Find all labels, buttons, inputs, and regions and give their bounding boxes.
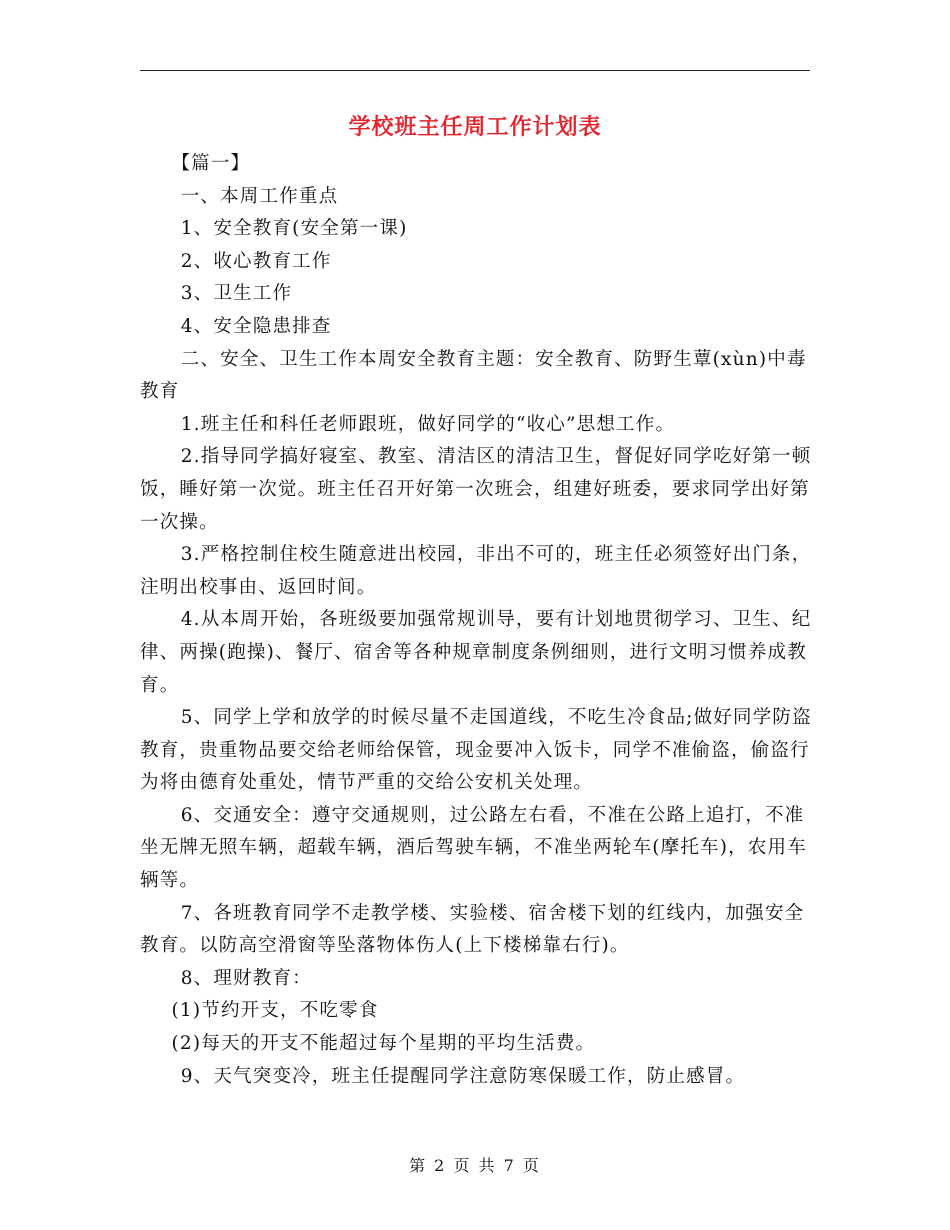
document-title: 学校班主任周工作计划表 — [348, 114, 602, 140]
paragraph: 1.班主任和科任老师跟班，做好同学的“收心”思想工作。 — [180, 413, 676, 435]
heading-key-work: 一、本周工作重点 — [180, 185, 339, 207]
paragraph: 6、交通安全：遵守交通规则，过公路左右看，不准在公路上追打，不准坐无牌无照车辆，超载车辆，酒后驾驶车辆，不准坐两轮车(摩托车)，农用车辆等。 — [140, 804, 807, 892]
paragraph: 9、天气突变冷，班主任提醒同学注意防寒保暖工作，防止感冒。 — [180, 1065, 746, 1087]
page-number-footer: 第 2 页 共 7 页 — [409, 1156, 541, 1175]
list-item: 3、卫生工作 — [180, 283, 293, 305]
list-item: (1)节约开支，不吃零食 — [171, 1000, 379, 1022]
paragraph: 7、各班教育同学不走教学楼、实验楼、宿舍楼下划的红线内，加强安全教育。以防高空滑窗等坠落物体伤人(上下楼梯靠右行)。 — [140, 902, 805, 957]
list-item: 4、安全隐患排查 — [180, 315, 332, 337]
section-heading: 【篇一】 — [171, 153, 251, 174]
paragraph: 8、理财教育： — [180, 967, 312, 989]
list-item: 2、收心教育工作 — [180, 250, 332, 272]
list-item: 1、安全教育(安全第一课) — [180, 218, 408, 240]
paragraph: 3.严格控制住校生随意进出校园，非出不可的，班主任必须签好出门条，注明出校事由、返回时间。 — [140, 544, 812, 598]
list-item: (2)每天的开支不能超过每个星期的平均生活费。 — [171, 1033, 596, 1055]
paragraph: 4.从本周开始，各班级要加强常规训导，要有计划地贯彻学习、卫生、纪律、两操(跑操)、餐厅、宿舍等各种规章制度条例细则，进行文明习惯养成教育。 — [140, 609, 812, 696]
paragraph: 2.指导同学搞好寝室、教室、清洁区的清洁卫生，督促好同学吃好第一顿饭，睡好第一次觉。班主任召开好第一次班会，组建好班委，要求同学出好第一次操。 — [140, 446, 812, 533]
document-body — [140, 148, 820, 1093]
paragraph: 5、同学上学和放学的时候尽量不走国道线，不吃生冷食品;做好同学防盗教育，贵重物品要交给老师给保管，现金要冲入饭卡，同学不准偷盗，偷盗行为将由德育处重处，情节严重的交给公安机关处理。 — [140, 707, 812, 794]
heading-safety-theme: 二、安全、卫生工作本周安全教育主题：安全教育、防野生蕈(xùn)中毒教育 — [140, 348, 807, 403]
header-rule — [140, 70, 810, 71]
